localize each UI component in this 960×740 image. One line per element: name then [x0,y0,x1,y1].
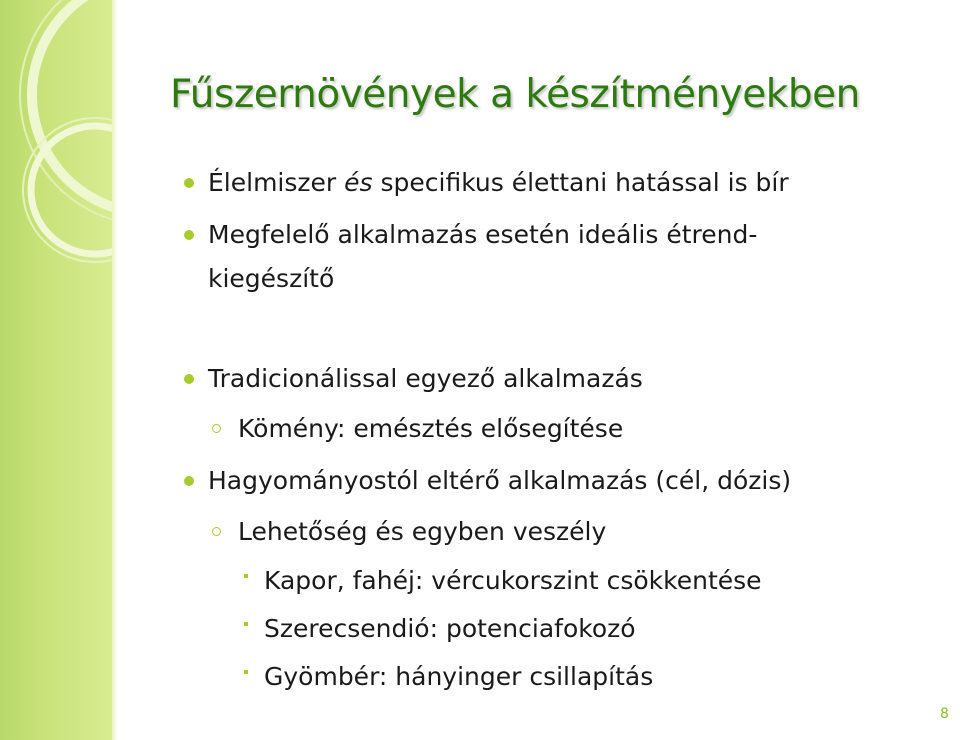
bullet-continuation [208,262,334,296]
bullet-item [208,464,791,498]
sub-sub-bullet-item [264,612,636,646]
bullet-dot-icon [184,230,194,240]
bullet-item [208,362,643,396]
bullet-square-icon [244,622,248,626]
bullet-text: Kömény: emésztés elősegítése [238,414,624,443]
bullet-text: Hagyományostól eltérő alkalmazás (cél, dózis) [208,466,792,495]
bullet-text-italic: és [344,168,373,197]
bullet-text: Lehetőség és egyben veszély [238,517,607,546]
decorative-circles [0,0,112,740]
bullet-item [208,218,757,252]
bullet-dot-icon [184,178,194,188]
band-edge [112,0,118,740]
bullet-dot-icon [184,476,194,486]
bullet-text: Kapor, fahéj: vércukorszint csökkentése [264,566,762,595]
sub-bullet-item [238,412,623,446]
bullet-text: Megfelelő alkalmazás esetén ideális étrend- [208,220,758,249]
sub-sub-bullet-item [264,660,653,694]
bullet-text: specifikus élettani hatással is bír [372,168,789,197]
bullet-item [208,166,789,200]
page-number: 8 [940,706,949,722]
decorative-side-band [0,0,112,740]
bullet-square-icon [244,574,248,578]
slide-title: Fűszernövények a készítményekben [170,72,860,117]
sub-sub-bullet-item [264,564,762,598]
bullet-ring-icon [212,424,221,433]
bullet-square-icon [244,670,248,674]
bullet-ring-icon [212,527,221,536]
bullet-text: Szerecsendió: potenciafokozó [264,614,636,643]
bullet-text: Élelmiszer [208,168,345,197]
bullet-dot-icon [184,374,194,384]
sub-bullet-item [238,515,606,549]
bullet-text: kiegészítő [208,264,335,293]
bullet-text: Gyömbér: hányinger csillapítás [264,662,654,691]
bullet-text: Tradicionálissal egyező alkalmazás [208,364,643,393]
